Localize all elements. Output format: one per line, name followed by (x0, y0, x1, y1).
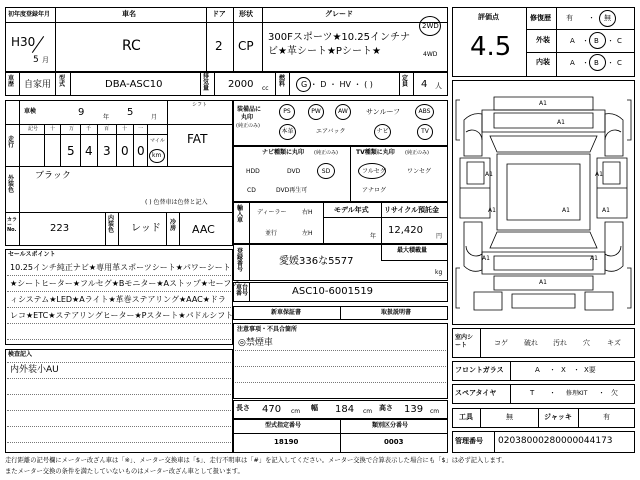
exterior-sep-2: ・ (607, 37, 614, 45)
interior-grade-b: B (594, 59, 599, 67)
repair-sep: ・ (588, 14, 595, 22)
length-value: 470 (262, 404, 282, 415)
exterior-grade-b: B (594, 37, 599, 45)
grade-line1: 300Fスポーツ★10.25インチナ (268, 32, 411, 43)
management-value: 020380002800000441​73 (498, 436, 613, 446)
width-value: 184 (335, 404, 355, 415)
model-label: 型式 (59, 75, 66, 88)
mileage-header-0: 記号 (28, 126, 39, 132)
navi-label: ナビ種類に丸印 (262, 149, 305, 156)
import-left: 左H (302, 230, 313, 237)
interior-color-value: レッド (131, 223, 161, 234)
equip-ps: PS (283, 108, 291, 115)
mileage-unit-km: km (152, 152, 162, 159)
footer-line1: 走行距離の記号欄にメーター改ざん車は「※」、メーター交換車は「$」、走行不明車は「#」を記入してください。メーター交換で合算表示した場合にも「$」は必ず記入します。 (5, 457, 508, 464)
mileage-digit-4: 0 (137, 144, 145, 158)
warranty-label: 新車保証書 (271, 309, 302, 316)
use-label: 車歴 (8, 75, 15, 88)
repair-no: 無 (604, 14, 611, 22)
load-label: 最大積載量 (397, 247, 428, 254)
grade-label: グレード (325, 10, 353, 18)
shape-value: CP (238, 39, 254, 53)
grade-line2: ビ★革シート★Pシート★ (268, 46, 381, 57)
navi-dvd-play: DVD再生可 (276, 187, 308, 194)
color-no-label: カラーNo. (7, 217, 18, 233)
front-glass-v1: ・ (549, 366, 556, 374)
ac-value: AAC (192, 223, 215, 236)
length-unit: cm (291, 408, 301, 415)
doors-value: 2 (215, 39, 223, 53)
fuel-value: G ・ D ・ HV ・ ( ) (301, 80, 373, 89)
jack-label: ジャッキ (544, 413, 572, 421)
navi-sub: (純正のみ) (314, 150, 338, 156)
first-reg-month-unit: 月 (42, 56, 49, 64)
management-label: 管理番号 (455, 437, 483, 445)
capacity-unit: 人 (435, 82, 442, 90)
drive-4wd: 4WD (423, 51, 438, 58)
first-reg-label: 初年度登録年月 (8, 11, 51, 18)
seat-opt-1: 破れ (524, 339, 538, 347)
type-label: 型式指定番号 (265, 422, 302, 429)
damage-mark-5: A1 (488, 207, 496, 214)
sales-point-label: セールスポイント (8, 251, 56, 258)
exterior-grade-c: C (617, 37, 622, 45)
sales-line-3: レコ★ETC★ステアリングヒーター★Pスタート★パドルシフト (10, 311, 234, 320)
seat-opt-2: 汚れ (553, 339, 567, 347)
reg-no-value: 愛媛336な5577 (279, 256, 354, 267)
tools-label: 工具 (459, 413, 473, 421)
spare-tire-v1: ・ (549, 389, 556, 397)
first-reg-month: 5 (33, 55, 39, 65)
inspection-year: 9 (78, 107, 85, 118)
spare-tire-v0: T (530, 389, 535, 397)
exterior-sep-1: ・ (582, 37, 589, 45)
mileage-header-1: 十 (50, 126, 56, 132)
color-label: 外装色 (8, 175, 15, 194)
equip-pw: PW (311, 108, 321, 115)
manual-label: 取扱説明書 (381, 309, 412, 316)
interior-grade-a: A (570, 59, 575, 67)
displacement-unit: cc (262, 85, 269, 92)
mileage-digit-2: 3 (103, 144, 111, 158)
chassis-label: 車台番号 (236, 284, 249, 297)
import-parallel: 並行 (265, 230, 278, 237)
equip-aw: AW (338, 108, 348, 115)
equip-leather: 本革 (281, 128, 294, 135)
height-unit: cm (430, 408, 440, 415)
front-glass-v3: ・ (573, 366, 580, 374)
chassis-value: ASC10-6001519 (292, 286, 374, 297)
inspector-note-label: 検査記入 (8, 351, 33, 358)
front-glass-v4: X要 (584, 366, 596, 374)
import-dealer: ディーラー (257, 209, 287, 216)
navi-cd: CD (247, 187, 256, 194)
import-right: 右H (302, 209, 313, 216)
interior-color-label: 内装色 (108, 215, 115, 234)
spare-tire-v3: ・ (598, 389, 605, 397)
interior-sep-2: ・ (607, 59, 614, 67)
shape-label: 形状 (239, 10, 253, 18)
navi-dvd: DVD (287, 168, 301, 175)
mileage-digit-3: 0 (121, 144, 129, 158)
color-note: ( ) 色替車は色替と記入 (145, 199, 208, 206)
tools-value: 無 (506, 413, 513, 421)
seat-opt-3: 穴 (583, 339, 590, 347)
mileage-header-4: 百 (104, 126, 110, 132)
width-unit: cm (363, 408, 373, 415)
height-label: 高さ (379, 404, 393, 412)
damage-mark-7: A1 (602, 207, 610, 214)
use-value: 自家用 (24, 80, 52, 90)
damage-mark-9: A1 (590, 255, 598, 262)
equipment-label-3: (純正のみ) (236, 123, 260, 129)
door-label: ドア (212, 10, 226, 18)
equip-airbag: エアバック (316, 128, 346, 135)
inspection-label: 車検 (24, 108, 37, 115)
caution-label: 注意事項・不具合箇所 (237, 326, 298, 333)
spare-tire-label: スペアタイヤ (455, 389, 497, 397)
mileage-header-5: 十 (122, 126, 128, 132)
score-label: 評価点 (478, 13, 499, 21)
score-value: 4.5 (470, 32, 512, 62)
capacity-value: 4 (421, 79, 428, 90)
displacement-label: 排気量 (203, 73, 210, 92)
damage-mark-8: A1 (482, 255, 490, 262)
recycle-value: 12,420 (388, 225, 423, 236)
reg-no-label: 登録番号 (237, 248, 244, 273)
mileage-digit-1: 4 (85, 144, 93, 158)
class-value: 0003 (384, 438, 404, 446)
inspector-note-value: 内外装小AU (10, 365, 59, 375)
mileage-header-3: 千 (86, 126, 92, 132)
model-year-unit: 年 (370, 233, 377, 240)
ac-label: 冷房 (170, 219, 177, 232)
footer-line2: またメーター交換の条件を満たしていないものはメーター改ざん車として扱います。 (5, 468, 244, 475)
exterior-label: 外装 (536, 36, 550, 44)
capacity-label: 定員 (402, 75, 409, 88)
first-reg-era: H30 (11, 35, 36, 49)
tv-fullseg: フルセグ (362, 168, 386, 175)
mileage-digit-0: 5 (67, 144, 75, 158)
recycle-label: リサイクル預託金 (384, 206, 440, 214)
sales-line-0: 10.25インチ純正ナビ★専用革スポーツシート★パワーシート (10, 263, 231, 272)
repair-yes: 有 (566, 14, 573, 22)
equip-tv: TV (421, 128, 429, 135)
width-label: 幅 (311, 404, 318, 412)
fuel-label: 燃料 (279, 75, 286, 88)
car-name-value: RC (122, 38, 141, 54)
inspection-year-unit: 年 (103, 114, 110, 121)
length-label: 長さ (236, 404, 250, 412)
tv-label: TV種類に丸印 (356, 149, 395, 156)
damage-mark-4: A1 (595, 171, 603, 178)
caution-value: ◎禁煙車 (238, 338, 273, 348)
type-value: 18190 (274, 438, 299, 446)
shift-label: シフト (192, 102, 208, 108)
damage-mark-1: A1 (539, 100, 547, 107)
load-unit: kg (435, 269, 443, 276)
damage-mark-6: A1 (562, 207, 570, 214)
seat-opt-0: コゲ (494, 339, 508, 347)
seat-opt-4: キズ (607, 339, 621, 347)
navi-sd: SD (321, 168, 331, 175)
mileage-header-2: 万 (69, 126, 75, 132)
equip-navi: ナビ (376, 128, 389, 135)
import-label: 輸入車 (237, 205, 244, 224)
height-value: 139 (404, 404, 424, 415)
drive-2wd: 2WD (422, 22, 439, 30)
damage-mark-3: A1 (485, 171, 493, 178)
color-no-value: 223 (50, 223, 70, 234)
equipment-label-1: 装備品に (237, 106, 262, 113)
displacement-value: 2000 (228, 79, 254, 90)
equipment-label-2: 丸印 (241, 114, 254, 121)
interior-label: 内装 (536, 58, 550, 66)
recycle-unit: 円 (436, 233, 443, 240)
mileage-label: 走行 (8, 136, 15, 149)
exterior-grade-a: A (570, 37, 575, 45)
damage-mark-2: A1 (557, 119, 565, 126)
front-glass-label: フロントガラス (455, 366, 504, 374)
damage-mark-10: A1 (539, 279, 547, 286)
tv-sub: (純正のみ) (405, 150, 429, 156)
equip-sunroof: サンルーフ (366, 108, 401, 116)
inspection-month-unit: 月 (151, 114, 158, 121)
jack-value: 有 (603, 413, 610, 421)
mileage-header-6: 一 (138, 126, 144, 132)
car-diagram (452, 80, 635, 325)
spare-tire-v4: 欠 (611, 389, 618, 397)
tv-analog: アナログ (362, 187, 387, 194)
repair-label: 修復歴 (530, 14, 551, 22)
interior-sep-1: ・ (582, 59, 589, 67)
color-value: ブラック (35, 171, 71, 181)
sales-line-1: ★シートヒーター★フルセグ★Bモニター★Aストップ★セーフテ (10, 279, 240, 288)
caution-box (233, 323, 448, 399)
spare-tire-v2: 修理KIT (566, 390, 588, 397)
seat-label: 室内シート (455, 334, 474, 349)
mileage-unit-mile: マイル (150, 138, 165, 144)
equip-abs: ABS (418, 108, 431, 115)
car-name-label: 車名 (122, 10, 136, 18)
model-value: DBA-ASC10 (105, 79, 163, 90)
interior-grade-c: C (617, 59, 622, 67)
shift-value: FAT (187, 132, 208, 146)
class-label: 類別区分番号 (372, 422, 409, 429)
sales-line-2: ィシステム★LED★Aライト★革巻ステアリング★AAC★ドラ (10, 295, 226, 304)
inspection-month: 5 (127, 107, 134, 118)
model-year-label: モデル年式 (334, 206, 369, 214)
front-glass-v2: X (561, 366, 566, 374)
front-glass-v0: A (535, 366, 540, 374)
tv-oneseg: ワンセグ (407, 168, 432, 175)
row2-table (5, 72, 448, 96)
navi-hdd: HDD (246, 168, 260, 175)
